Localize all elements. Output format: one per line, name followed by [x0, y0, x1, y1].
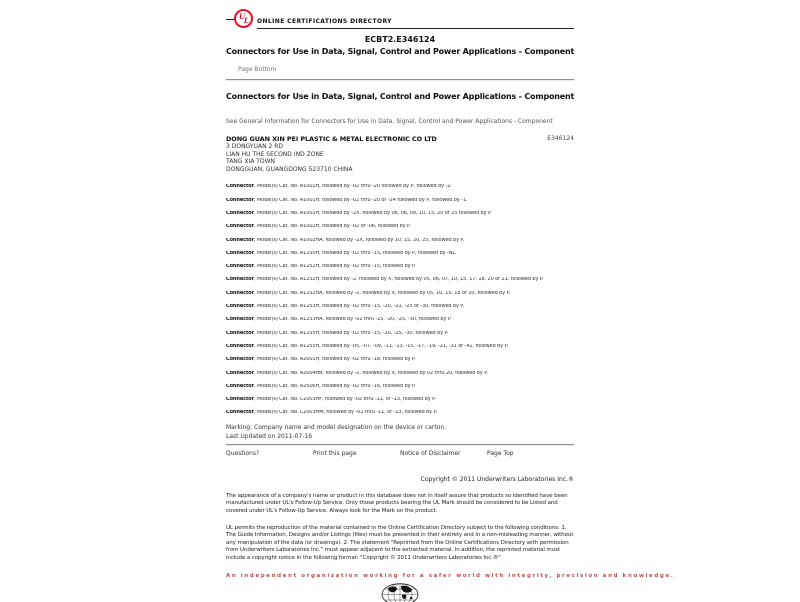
model-row-description: , Model(s) Cat. No. A1255H, followed by -05, -07, -09, -11, -13, -15, -17, -19, -21, -31 or -41, followed by P. [253, 343, 509, 349]
address-line: TANG XIA TOWN [226, 158, 276, 166]
model-row-description: , Model(s) Cat. No. A2506H, followed by -02 thru -16, followed by P. [253, 383, 416, 389]
model-row-description: , Model(s) Cat. No. A1252HA, followed by -2, followed by X, followed by 05, 10, 15, 18 or 20, followed by P. [253, 290, 511, 296]
model-row [226, 304, 574, 309]
model-row [226, 251, 574, 256]
model-row-label: Connector [226, 357, 254, 363]
general-information-link[interactable]: See General Information for Connectors for Use in Data, Signal, Control and Power Applications - Component [226, 118, 553, 125]
model-row-label: Connector [226, 317, 254, 323]
model-row-label: Connector [226, 410, 254, 416]
model-row [226, 238, 574, 243]
model-row-description: , Model(s) Cat. No. A2001H, followed by -02 thru -18, followed by P. [253, 357, 416, 363]
model-row-description: , Model(s) Cat. No. A1253H, followed by -02 thru -15, -20, -21, -25 or -30, followed by P. [253, 304, 464, 310]
model-row-description: , Model(s) Cat. No. A1001H, followed by -02 thru -20 or -24 followed by P, followed by -1. [253, 197, 468, 203]
model-row-label: Connector [226, 397, 254, 403]
model-row-description: , Model(s) Cat. No. A1002H, followed by -02 or -06, followed by P. [253, 224, 411, 230]
model-row [226, 384, 574, 389]
company-row [226, 135, 574, 143]
top-divider [226, 79, 574, 81]
model-row [226, 317, 574, 322]
model-row-description: , Model(s) Cat. No. A1252H, followed by -2, followed by X, followed by 05, 06, 07, 10, 15, 17, 18, 20 or 21, followed by P. [253, 277, 544, 283]
model-row [226, 291, 574, 296]
model-row-description: , Model(s) Cat. No. A1255H, followed by -02 thru -15, -20, -25, -30, followed by P. [253, 330, 449, 336]
address-line: DONGGUAN, GUANGDONG 523710 CHINA [226, 165, 353, 173]
model-row [226, 277, 574, 282]
model-list [226, 184, 574, 415]
footer-link[interactable]: Notice of Disclaimer [400, 449, 461, 457]
model-row-description: , Model(s) Cat. No. A2004HB, followed by -2, followed by X, followed by 02 thru 20, followed by P. [253, 370, 488, 376]
model-row-description: , Model(s) Cat. No. A1250H, followed by -02 thru -15, followed by P, followed by -NL. [253, 250, 457, 256]
masthead-dash [226, 19, 234, 20]
directory-title: ONLINE CERTIFICATIONS DIRECTORY [257, 18, 574, 29]
address-line: 3 DONGYUAN 2 RD [226, 143, 283, 150]
model-row-label: Connector [226, 184, 254, 190]
footer-link[interactable]: Print this page [313, 449, 357, 457]
model-row [226, 224, 574, 229]
tagline-text: An independent organization working for a safer world with integrity, precision and knowledge. [226, 572, 675, 579]
footer-link[interactable]: Page Top [487, 449, 514, 457]
model-row-description: , Model(s) Cat. No. A1001H, followed by -2X, followed by 06, 08, 09, 10, 15, 20 or 25 followed by P. [253, 210, 492, 216]
model-row-description: , Model(s) Cat. No. A1252H, followed by -02 thru -15, followed by P. [253, 264, 416, 270]
masthead [226, 7, 574, 29]
model-row-label: Connector [226, 264, 254, 270]
model-row-label: Connector [226, 330, 254, 336]
model-row-label: Connector [226, 197, 254, 203]
model-row-label: Connector [226, 277, 254, 283]
page-title: Connectors for Use in Data, Signal, Control and Power Applications - Component [226, 47, 575, 56]
section-title: Connectors for Use in Data, Signal, Control and Power Applications - Component [226, 92, 575, 101]
page-content [226, 0, 675, 602]
globe-icon [226, 583, 574, 602]
address-line: LIAN HU THE SECOND IND ZONE [226, 150, 324, 158]
marking-text: Marking: Company name and model designation on the device or carton. [226, 423, 447, 431]
model-row-description: , Model(s) Cat. No. C2003HF, followed by -02 thru -11, or -13, followed by P. [253, 397, 436, 403]
model-row-label: Connector [226, 304, 254, 310]
model-row [226, 264, 574, 269]
model-row-label: Connector [226, 370, 254, 376]
footer-divider [226, 444, 574, 446]
model-row-label: Connector [226, 383, 254, 389]
model-row [226, 357, 574, 362]
model-row-description: , Model(s) Cat. No. A1253HA, followed by -02 thru -15, -20, -25, -30, followed by P. [253, 317, 452, 323]
company-file-number: E346124 [547, 135, 574, 142]
disclaimer-paragraph-2: UL permits the reproduction of the material contained in the Online Certification Directory subject to the following conditions: 1. The Guide Information, Designs and/or Listings (files) must be presented in their entirety and in a non-misleading manner, without any manipulation of the data (or drawings). 2. The statement "Reprinted from the Online Certifications Directory with permission from Underwriters Laboratories Inc." must appear adjacent to the extracted material. In addition, the reprinted material must include a copyright notice in the following format: "Copyright © 2011 Underwriters Laboratories Inc.®" [226, 524, 574, 561]
ul-logo-letter-l: L [244, 16, 249, 25]
model-row-description: , Model(s) Cat. No. A1001H, followed by -02 thru -20 followed by P, followed by -2. [253, 184, 452, 190]
model-row-label: Connector [226, 237, 254, 243]
model-row [226, 211, 574, 216]
company-address [226, 143, 574, 173]
model-row [226, 397, 574, 402]
model-row-description: , Model(s) Cat. No. C2003HM, followed by -02 thru -11, or -13, followed by P. [253, 410, 438, 416]
model-row-description: , Model(s) Cat. No. A1002HA, followed by -2X, followed by 10, 15, 20, 25, followed by P. [253, 237, 465, 243]
last-updated-text: Last Updated on 2011-07-16 [226, 432, 313, 440]
company-name: DONG GUAN XIN PEI PLASTIC & METAL ELECTRONIC CO LTD [226, 135, 437, 143]
file-number-heading: ECBT2.E346124 [364, 35, 436, 44]
model-row-label: Connector [226, 343, 254, 349]
model-row-label: Connector [226, 224, 254, 230]
model-row [226, 198, 574, 203]
copyright-text: Copyright © 2011 Underwriters Laboratories Inc.® [420, 475, 574, 483]
model-row-label: Connector [226, 210, 254, 216]
model-row-label: Connector [226, 250, 254, 256]
model-row [226, 331, 574, 336]
model-row [226, 344, 574, 349]
ul-logo-letter-u: U [239, 12, 246, 21]
model-row [226, 184, 574, 189]
page-bottom-link[interactable]: Page Bottom [238, 66, 277, 73]
disclaimer-paragraph-1: The appearance of a company's name or product in this database does not in itself assure that products so identified have been manufactured under UL's Follow-Up Service. Only those products bearing the UL Mark should be considered to be Listed and covered under UL's Follow-Up Service. Always look for the Mark on the product. [226, 492, 568, 514]
footer-links [226, 450, 574, 457]
footer-link[interactable]: Questions? [226, 449, 260, 457]
document-header [226, 35, 574, 56]
model-row [226, 371, 574, 376]
ul-logo-icon [234, 9, 253, 28]
model-row-label: Connector [226, 290, 254, 296]
model-row [226, 410, 574, 415]
